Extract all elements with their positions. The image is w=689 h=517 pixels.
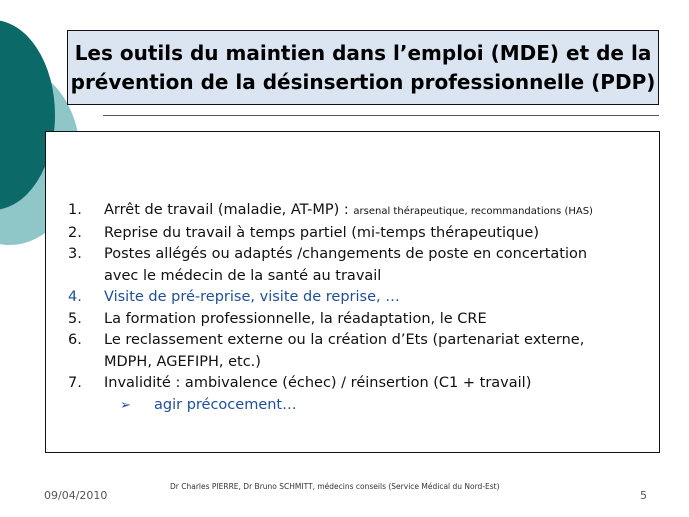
list-item-6-continued bbox=[68, 352, 593, 374]
sub-bullet bbox=[68, 395, 593, 417]
page-number: 5 bbox=[640, 489, 647, 502]
arrow-bullet-icon: ➢ bbox=[120, 397, 131, 413]
item-text: Arrêt de travail (maladie, AT-MP) : bbox=[104, 202, 354, 218]
list-item-7 bbox=[68, 373, 593, 395]
item-text: Postes allégés ou adaptés /changements de poste en concertation bbox=[104, 246, 588, 262]
item-text: Invalidité : ambivalence (échec) / réinsertion (C1 + travail) bbox=[104, 375, 532, 391]
list-item-1 bbox=[68, 200, 593, 223]
title-divider bbox=[103, 115, 659, 116]
item-text: La formation professionnelle, la réadaptation, le CRE bbox=[104, 310, 487, 327]
item-number: 2. bbox=[68, 224, 82, 241]
footer-date: 09/04/2010 bbox=[44, 489, 108, 502]
item-text: avec le médecin de la santé au travail bbox=[104, 267, 382, 284]
item-number: 6. bbox=[68, 332, 82, 348]
list-item-2 bbox=[68, 223, 593, 245]
item-text: , visite de reprise, … bbox=[250, 289, 400, 305]
item-number: 7. bbox=[68, 375, 82, 391]
slide-title: Les outils du maintien dans l’emploi (MDE) et de la prévention de la désinsertion professionnelle (PDP) bbox=[70, 40, 656, 94]
item-text: Le reclassement externe ou la création d’Ets (partenariat externe, bbox=[104, 332, 585, 348]
list-item-5 bbox=[68, 309, 593, 331]
item-number: 3. bbox=[68, 246, 82, 262]
item-number: 5. bbox=[68, 310, 82, 327]
list-item-4 bbox=[68, 287, 593, 309]
item-text-highlight: Visite de pré-reprise bbox=[104, 289, 251, 305]
item-number: 1. bbox=[68, 202, 82, 218]
list-item-3-continued bbox=[68, 266, 593, 288]
list-item-3 bbox=[68, 244, 593, 266]
numbered-list bbox=[68, 200, 593, 416]
content-box bbox=[45, 131, 660, 453]
list-item-6 bbox=[68, 330, 593, 352]
item-small-text: arsenal thérapeutique, recommandations (HAS) bbox=[353, 206, 593, 217]
item-text: Reprise du travail à temps partiel (mi-temps thérapeutique) bbox=[104, 224, 539, 241]
item-number: 4. bbox=[68, 289, 82, 305]
sub-bullet-text: agir précocement… bbox=[154, 396, 297, 413]
title-box bbox=[67, 30, 659, 105]
item-text: MDPH, AGEFIPH, etc.) bbox=[104, 353, 261, 370]
footer-credit: Dr Charles PIERRE, Dr Bruno SCHMITT, médecins conseils (Service Médical du Nord-Est) bbox=[170, 482, 500, 491]
